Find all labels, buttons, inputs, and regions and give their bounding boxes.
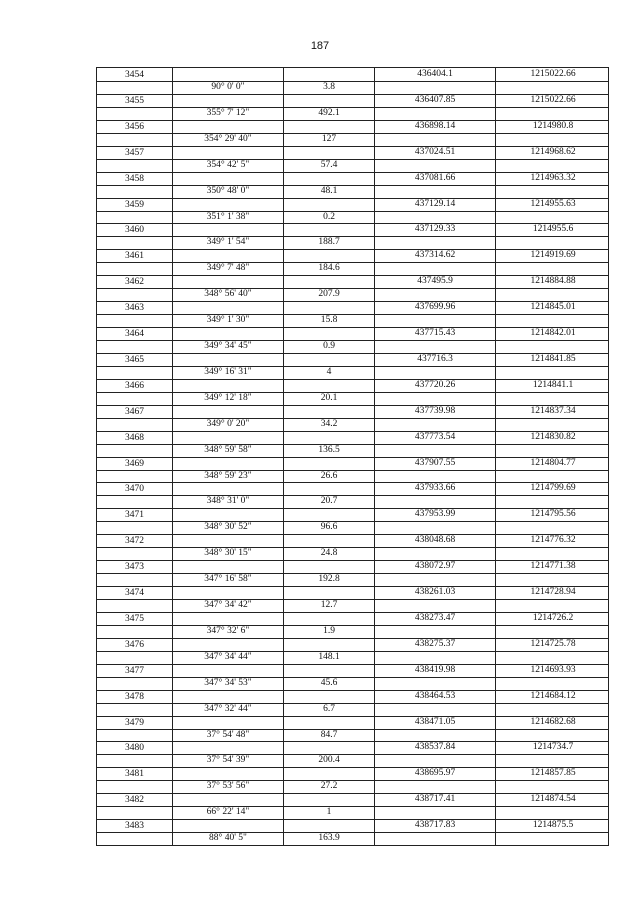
bearing-angle: 349° 1' 30" [206, 315, 250, 326]
point-id: 3480 [125, 743, 144, 754]
point-id: 3470 [125, 484, 144, 495]
x-coordinate: 436407.85 [414, 94, 456, 105]
y-coordinate: 1214830.82 [530, 431, 576, 442]
row-divider [97, 431, 608, 432]
point-id: 3482 [125, 795, 144, 806]
segment-distance: 48.1 [320, 185, 338, 196]
row-divider [97, 223, 608, 224]
row-divider [97, 301, 608, 302]
bearing-angle: 347° 32' 6" [206, 625, 250, 636]
row-divider [97, 741, 608, 742]
row-divider [97, 638, 608, 639]
point-id: 3457 [125, 147, 144, 158]
bearing-angle: 354° 42' 5" [206, 159, 250, 170]
segment-distance: 57.4 [320, 159, 338, 170]
point-id: 3454 [125, 70, 144, 80]
segment-distance: 24.8 [320, 548, 338, 559]
row-divider [97, 664, 608, 665]
row-divider [97, 198, 608, 199]
segment-distance: 4 [326, 366, 332, 377]
segment-distance: 45.6 [320, 677, 338, 688]
x-coordinate: 438275.37 [414, 638, 456, 649]
y-coordinate: 1214980.8 [532, 120, 574, 131]
y-coordinate: 1214955.63 [530, 198, 576, 209]
y-coordinate: 1214845.01 [530, 302, 576, 313]
row-divider [97, 819, 608, 820]
bearing-angle: 354° 29' 40" [204, 133, 252, 144]
segment-distance: 12.7 [320, 600, 338, 610]
row-divider [97, 793, 608, 794]
x-coordinate: 437907.55 [414, 457, 456, 468]
point-id: 3481 [125, 769, 144, 780]
x-coordinate: 438537.84 [414, 742, 456, 753]
bearing-angle: 349° 12' 18" [204, 392, 252, 403]
y-coordinate: 1214725.78 [530, 638, 576, 649]
point-id: 3455 [125, 95, 144, 106]
point-id: 3463 [125, 303, 144, 314]
bearing-angle: 348° 30' 52" [204, 522, 252, 533]
bearing-angle: 347° 32' 44" [204, 703, 252, 714]
x-coordinate: 436898.14 [414, 120, 456, 131]
y-coordinate: 1215022.66 [530, 69, 576, 79]
x-coordinate: 437024.51 [414, 146, 456, 157]
y-coordinate: 1214963.32 [530, 172, 576, 183]
segment-distance: 20.1 [320, 392, 338, 403]
bearing-angle: 349° 16' 31" [204, 366, 252, 377]
bearing-angle: 349° 1' 54" [206, 237, 250, 248]
x-coordinate: 436404.1 [417, 69, 453, 79]
bearing-angle: 348° 59' 58" [204, 444, 252, 455]
segment-distance: 6.7 [323, 703, 335, 714]
y-coordinate: 1214857.85 [530, 768, 576, 779]
segment-distance: 492.1 [318, 107, 340, 118]
segment-distance: 200.4 [318, 755, 340, 766]
page-number: 187 [310, 40, 330, 52]
bearing-angle: 355° 7' 12" [206, 107, 250, 118]
y-coordinate: 1214955.6 [532, 224, 574, 235]
segment-distance: 0.2 [323, 211, 335, 222]
segment-distance: 207.9 [318, 289, 340, 300]
y-coordinate: 1214875.5 [532, 820, 574, 831]
y-coordinate: 1214776.32 [530, 535, 576, 546]
row-divider [97, 120, 608, 121]
point-id: 3456 [125, 121, 144, 132]
x-coordinate: 438717.41 [414, 794, 456, 805]
point-id: 3460 [125, 225, 144, 236]
y-coordinate: 1214795.56 [530, 509, 576, 520]
y-coordinate: 1214799.69 [530, 483, 576, 494]
x-coordinate: 437129.14 [414, 198, 456, 209]
y-coordinate: 1214842.01 [530, 328, 576, 338]
point-id: 3462 [125, 277, 144, 288]
point-id: 3476 [125, 639, 144, 650]
row-divider [97, 94, 608, 95]
bearing-angle: 37° 53' 56" [206, 781, 250, 792]
bearing-angle: 351° 1' 38" [206, 211, 250, 222]
bearing-angle: 349° 0' 20" [206, 418, 250, 429]
segment-distance: 127 [321, 133, 337, 144]
bearing-angle: 348° 56' 40" [204, 289, 252, 300]
segment-distance: 15.8 [320, 315, 338, 326]
row-divider [97, 379, 608, 380]
x-coordinate: 438419.98 [414, 664, 456, 675]
row-divider [97, 508, 608, 509]
x-coordinate: 438261.03 [414, 587, 456, 597]
segment-distance: 20.7 [320, 496, 338, 507]
x-coordinate: 437739.98 [414, 405, 456, 416]
bearing-angle: 347° 16' 58" [204, 574, 252, 585]
x-coordinate: 438695.97 [414, 768, 456, 779]
point-id: 3466 [125, 380, 144, 391]
row-divider [97, 146, 608, 147]
point-id: 3474 [125, 588, 144, 598]
bearing-angle: 349° 34' 45" [204, 341, 252, 351]
y-coordinate: 1214841.85 [530, 353, 576, 364]
row-divider [97, 482, 608, 483]
y-coordinate: 1214734.7 [532, 742, 574, 753]
x-coordinate: 437715.43 [414, 328, 456, 338]
row-divider [97, 716, 608, 717]
point-id: 3459 [125, 199, 144, 210]
x-coordinate: 438048.68 [414, 535, 456, 546]
segment-distance: 1.9 [323, 625, 335, 636]
row-divider [97, 353, 608, 354]
y-coordinate: 1214682.68 [530, 716, 576, 727]
point-id: 3461 [125, 251, 144, 262]
point-id: 3473 [125, 562, 144, 573]
x-coordinate: 437495.9 [417, 276, 453, 287]
y-coordinate: 1214874.54 [530, 794, 576, 805]
row-divider [97, 457, 608, 458]
x-coordinate: 438717.83 [414, 820, 456, 831]
point-id: 3471 [125, 510, 144, 521]
bearing-angle: 347° 34' 42" [204, 600, 252, 610]
row-divider [97, 767, 608, 768]
row-divider [97, 327, 608, 328]
point-id: 3483 [125, 821, 144, 832]
y-coordinate: 1214684.12 [530, 690, 576, 701]
bearing-angle: 66° 22' 14" [206, 807, 250, 818]
y-coordinate: 1214884.88 [530, 276, 576, 287]
y-coordinate: 1214841.1 [532, 379, 574, 390]
x-coordinate: 437314.62 [414, 250, 456, 261]
x-coordinate: 437720.26 [414, 379, 456, 390]
segment-distance: 188.7 [318, 237, 340, 248]
segment-distance: 96.6 [320, 522, 338, 533]
segment-distance: 0.9 [323, 341, 335, 351]
y-coordinate: 1214968.62 [530, 146, 576, 157]
x-coordinate: 437773.54 [414, 431, 456, 442]
row-divider [97, 249, 608, 250]
bearing-angle: 90° 0' 0" [211, 82, 245, 92]
y-coordinate: 1214771.38 [530, 561, 576, 572]
segment-distance: 163.9 [318, 833, 340, 844]
segment-distance: 3.8 [323, 82, 335, 92]
point-id: 3478 [125, 691, 144, 702]
row-divider [97, 612, 608, 613]
row-divider [97, 586, 608, 587]
point-id: 3472 [125, 536, 144, 547]
x-coordinate: 437129.33 [414, 224, 456, 235]
segment-distance: 192.8 [318, 574, 340, 585]
row-divider [97, 275, 608, 276]
y-coordinate: 1214728.94 [530, 587, 576, 597]
point-id: 3467 [125, 406, 144, 417]
segment-distance: 1 [326, 807, 332, 818]
y-coordinate: 1214693.93 [530, 664, 576, 675]
x-coordinate: 437716.3 [417, 353, 453, 364]
y-coordinate: 1215022.66 [530, 94, 576, 105]
bearing-angle: 348° 31' 0" [206, 496, 250, 507]
x-coordinate: 438273.47 [414, 612, 456, 623]
x-coordinate: 438471.05 [414, 716, 456, 727]
segment-distance: 34.2 [320, 418, 338, 429]
bearing-angle: 37° 54' 48" [206, 729, 250, 740]
segment-distance: 27.2 [320, 781, 338, 792]
row-divider [97, 534, 608, 535]
segment-distance: 184.6 [318, 263, 340, 274]
segment-distance: 148.1 [318, 651, 340, 662]
row-divider [97, 172, 608, 173]
x-coordinate: 437699.96 [414, 302, 456, 313]
bearing-angle: 347° 34' 53" [204, 677, 252, 688]
point-id: 3477 [125, 665, 144, 676]
point-id: 3464 [125, 329, 144, 339]
row-divider [97, 690, 608, 691]
point-id: 3468 [125, 432, 144, 443]
point-id: 3465 [125, 354, 144, 365]
bearing-angle: 347° 34' 44" [204, 651, 252, 662]
bearing-angle: 349° 7' 48" [206, 263, 250, 274]
x-coordinate: 437953.99 [414, 509, 456, 520]
x-coordinate: 437081.66 [414, 172, 456, 183]
point-id: 3475 [125, 613, 144, 624]
bearing-angle: 37° 54' 39" [206, 755, 250, 766]
x-coordinate: 437933.66 [414, 483, 456, 494]
row-divider [97, 405, 608, 406]
x-coordinate: 438464.53 [414, 690, 456, 701]
bearing-angle: 348° 30' 15" [204, 548, 252, 559]
bearing-angle: 350° 48' 0" [206, 185, 250, 196]
x-coordinate: 438072.97 [414, 561, 456, 572]
y-coordinate: 1214837.34 [530, 405, 576, 416]
y-coordinate: 1214726.2 [532, 612, 574, 623]
y-coordinate: 1214919.69 [530, 250, 576, 261]
bearing-angle: 88° 40' 5" [209, 833, 247, 844]
segment-distance: 26.6 [320, 470, 338, 481]
coordinates-table [96, 67, 609, 846]
point-id: 3469 [125, 458, 144, 469]
segment-distance: 136.5 [318, 444, 340, 455]
point-id: 3479 [125, 717, 144, 728]
segment-distance: 84.7 [320, 729, 338, 740]
y-coordinate: 1214804.77 [530, 457, 576, 468]
point-id: 3458 [125, 173, 144, 184]
bearing-angle: 348° 59' 23" [204, 470, 252, 481]
row-divider [97, 560, 608, 561]
